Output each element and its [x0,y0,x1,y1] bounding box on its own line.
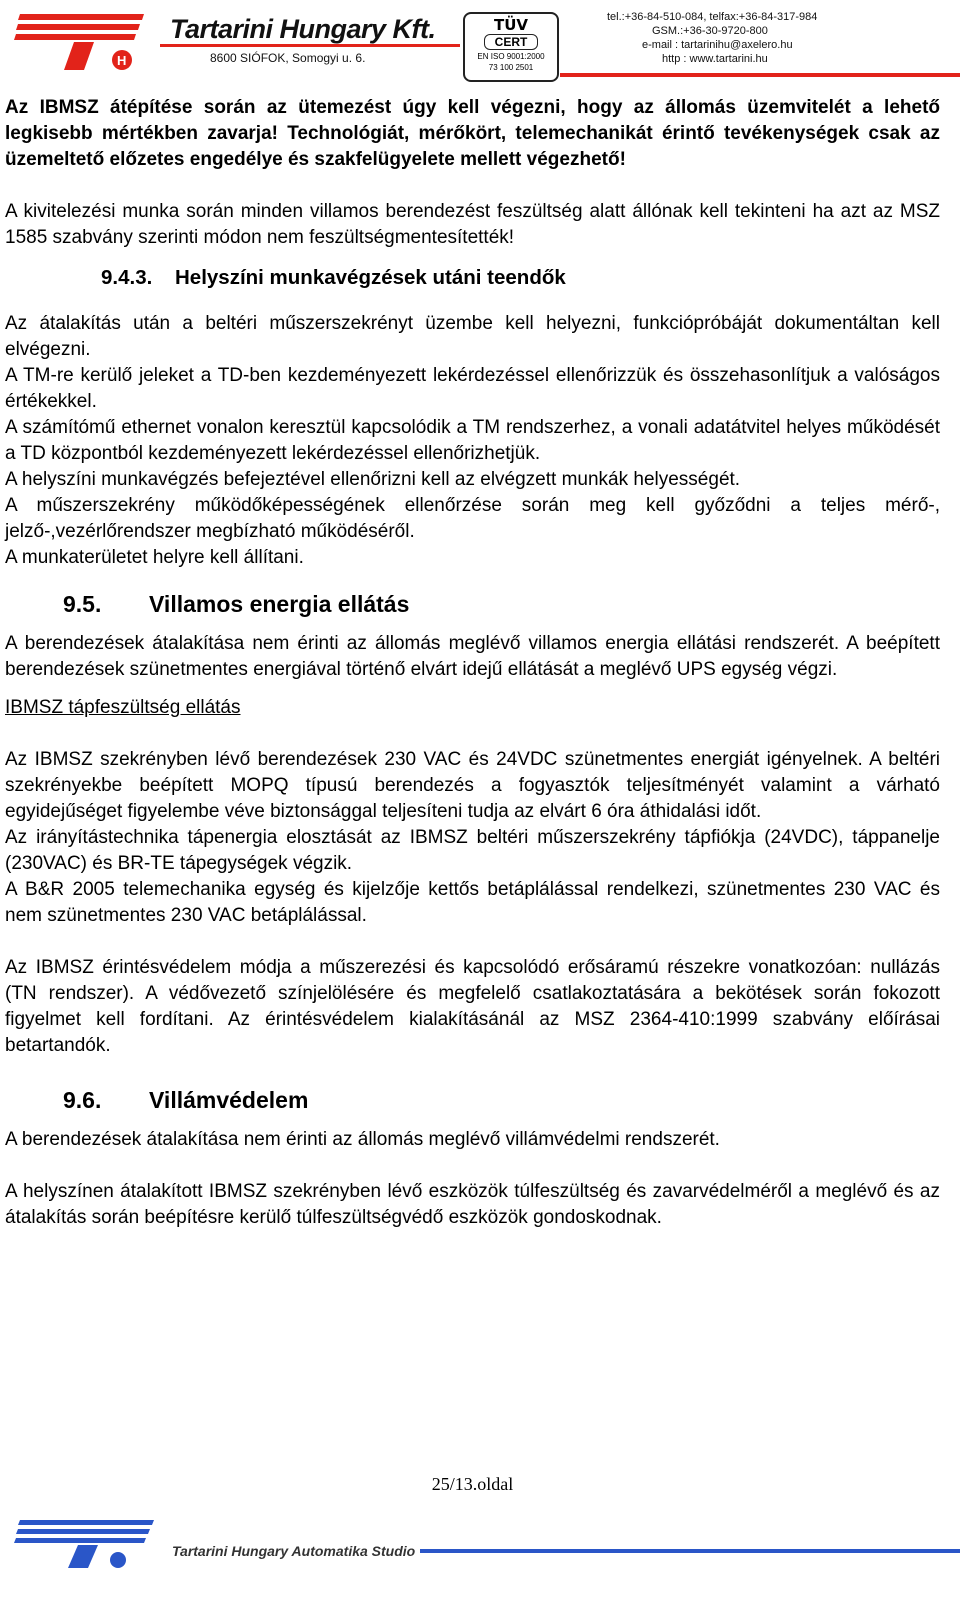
tuv-logo-text: TÜV [493,16,529,34]
section-number: 9.5. [63,591,102,617]
section-number: 9.6. [63,1087,102,1113]
section-title: Villámvédelem [149,1087,309,1113]
paragraph-voltage-safety: A kivitelezési munka során minden villamos berendezést feszültség alatt állónak kell tekinteni ha azt az MSZ 1585 szabvány szerinti módon nem feszültségmentesítették! [5,201,940,248]
footer-logo-icon [14,1518,164,1570]
section-heading-9-4-3 [5,265,940,291]
header-contact-block [607,10,867,66]
header-website: http : www.tartarini.hu [662,53,768,65]
paragraph-power-supply: A berendezések átalakítása nem érinti az állomás meglévő villamos energia ellátási rendszerét. A beépített berendezések szünetmentes energiával történő elvárt idejű ellátását a meglévő UPS egység végzi. [5,633,940,680]
paragraph-tm-signals: A TM-re kerülő jeleket a TD-ben kezdeményezett lekérdezéssel ellenőrizzük és összehasonlítjuk a valóságos értékekkel. [5,365,940,412]
header-red-line [160,44,460,47]
section-number: 9.4.3. [101,266,153,289]
paragraph-shock-protection: Az IBMSZ érintésvédelem módja a műszerezési és kapcsolódó erősáramú részekre vonatkozóan: nullázás (TN rendszer). A védővezető színjelölésére és megfelelő csatlakoztatására a bekötések során fokozott figyelmet kell fordítani. Az érintésvédelem kialakításánál az MSZ 2364-410:1999 szabvány előírásai betartandók. [5,957,940,1056]
tuv-cert-number: 73 100 2501 [488,63,534,72]
page-header [0,0,960,88]
paragraph-ethernet: A számítómű ethernet vonalon keresztül kapcsolódik a TM rendszerhez, a vonali adatátvitel helyes működését a TD központból kezdeményezett lekérdezéssel ellenőrizhetjük. [5,417,940,464]
section-title: Villamos energia ellátás [149,591,410,617]
header-email: e-mail : tartarinihu@axelero.hu [642,39,793,51]
footer-blue-line [420,1549,960,1553]
paragraph-commissioning: Az átalakítás után a beltéri műszerszekrényt üzembe kell helyezni, funkciópróbáját dokumentáltan kell elvégezni. [5,313,940,360]
section-title: Helyszíni munkavégzések utáni teendők [175,266,566,289]
svg-text:H: H [117,53,127,68]
paragraph-scheduling: Az IBMSZ átépítése során az ütemezést úgy kell végezni, hogy az állomás üzemvitelét a lehető legkisebb mértékben zavarja! Technológiát, mérőkört, telemechanikát érintő tevékenységek csak az üzemeltető előzetes engedélye és szakfelügyelete mellett végezhető! [5,97,940,170]
paragraph-restore-site: A munkaterületet helyre kell állítani. [5,547,304,568]
paragraph-work-check: A helyszíni munkavégzés befejeztével ellenőrizni kell az elvégzett munkák helyességét. [5,469,741,490]
tuv-cert-standard: EN ISO 9001:2000 [477,52,545,61]
tuv-cert-badge [463,12,559,82]
paragraph-surge-protection: A helyszínen átalakított IBMSZ szekrényben lévő eszközök túlfeszültség és zavarvédelméről a meglévő és az átalakítás során beépítésre kerülő túlfeszültségvédő eszközök gondoskodnak. [5,1181,940,1228]
header-gsm: GSM.:+36-30-9720-800 [652,25,768,37]
header-company-name: Tartarini Hungary Kft. [170,14,436,44]
header-phone: tel.:+36-84-510-084, telfax:+36-84-317-984 [607,11,818,23]
header-address: 8600 SIÓFOK, Somogyi u. 6. [210,51,366,65]
paragraph-telemechanics-feed: A B&R 2005 telemechanika egység és kijelzője kettős betáplálással rendelkezi, szünetmentes 230 VAC és nem szünetmentes 230 VAC betáplálással. [5,879,940,926]
document-body [5,95,940,1231]
paragraph-lightning: A berendezések átalakítása nem érinti az állomás meglévő villámvédelmi rendszerét. [5,1129,720,1150]
tuv-cert-label: CERT [484,34,538,50]
footer-company-name: Tartarini Hungary Automatika Studio [172,1543,416,1559]
section-heading-9-5 [5,589,940,619]
page-footer [0,1512,960,1572]
paragraph-power-distribution: Az irányítástechnika tápenergia elosztását az IBMSZ beltéri műszerszekrény tápfiókja (24VDC), táppanelje (230VAC) és BR-TE tápegységek végzik. [5,827,940,874]
paragraph-ups-requirements: Az IBMSZ szekrényben lévő berendezések 230 VAC és 24VDC szünetmentes energiát igényelnek. A beltéri szekrényekbe beépített MOPQ típusú berendezés a fogyasztók teljesítményét valamint a várható egyidejűséget figyelembe véve biztonsággal teljesíteni tudja az elvárt 6 óra áthidalási időt. [5,749,940,822]
tartarini-logo-icon [14,12,154,72]
subheading-ibmsz-power: IBMSZ tápfeszültség ellátás [5,697,241,718]
section-heading-9-6 [5,1085,940,1115]
paragraph-cabinet-check: A műszerszekrény működőképességének ellenőrzése során meg kell győződni a teljes mérő-, jelző-,vezérlőrendszer megbízható működéséről. [5,495,940,542]
page-number: 25/13.oldal [431,1474,514,1494]
header-bottom-line [560,73,960,77]
